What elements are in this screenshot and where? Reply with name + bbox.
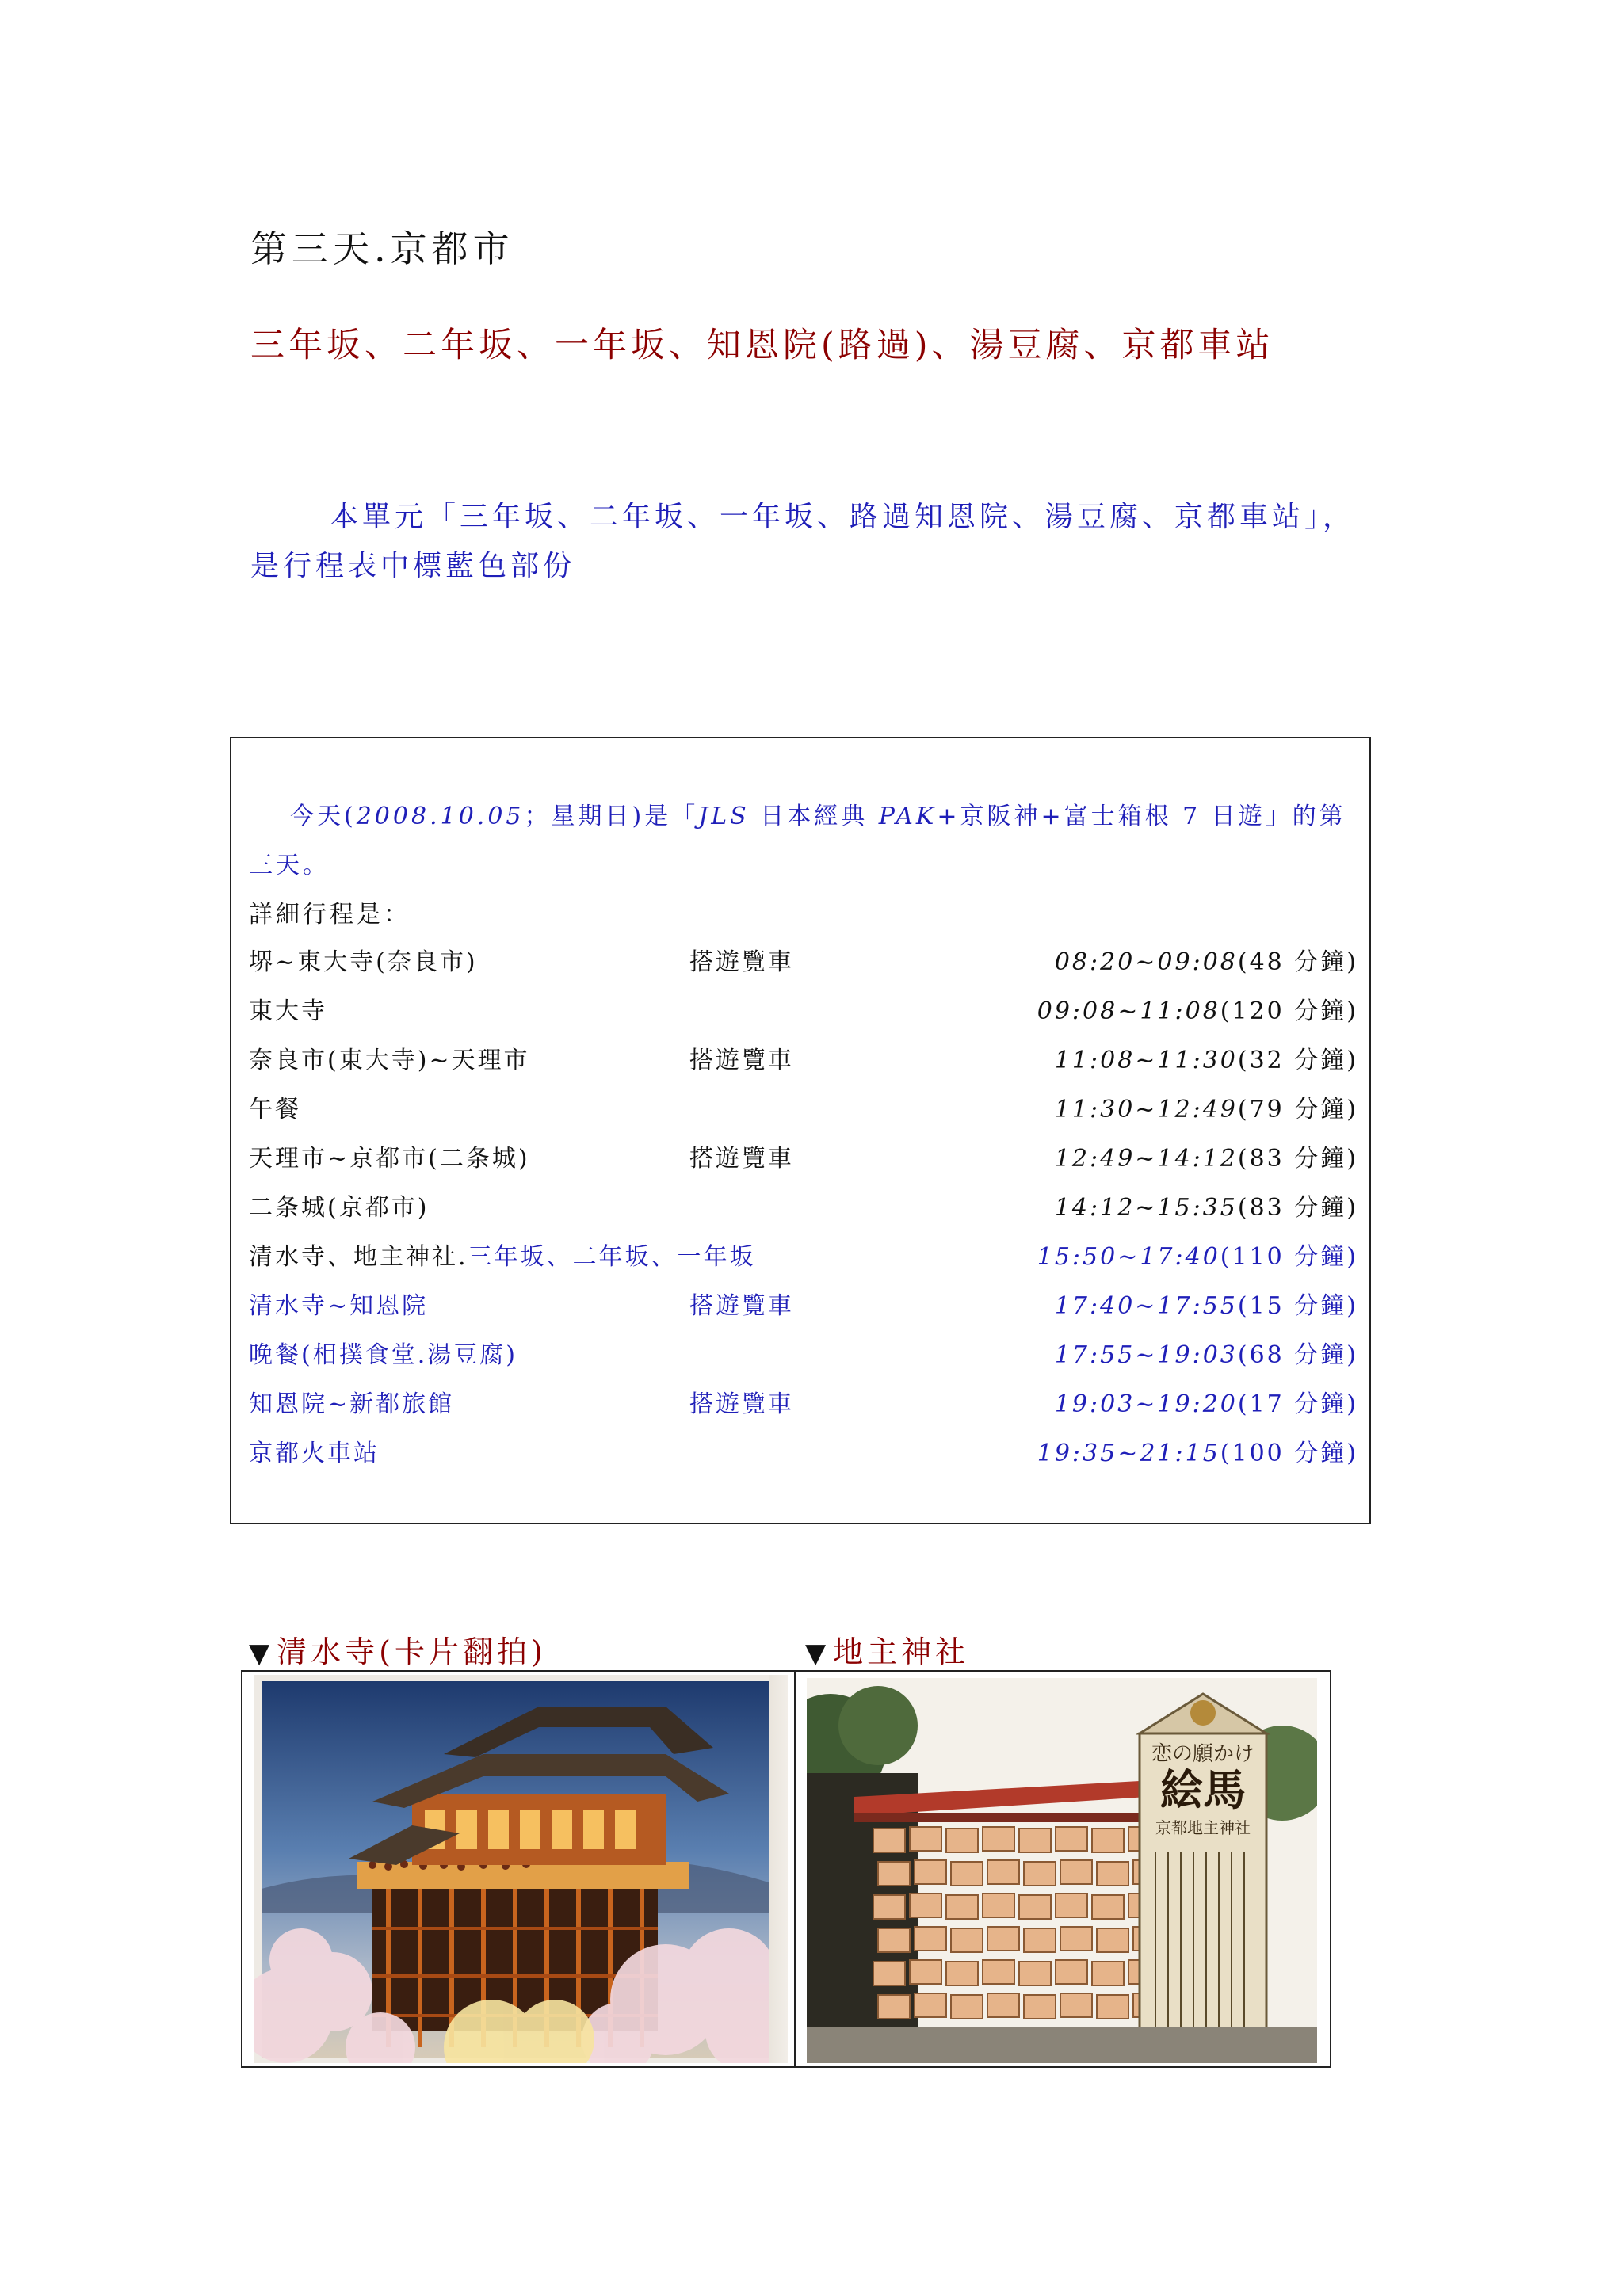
schedule-duration: (79 分鐘): [1237, 1096, 1358, 1123]
photo-caption-text: 地主神社: [833, 1634, 970, 1669]
schedule-row: [249, 1380, 1358, 1429]
photo-caption-text: 清水寺(卡片翻拍): [277, 1634, 547, 1669]
schedule-intro-line2: 詳細行程是：: [249, 901, 411, 929]
schedule-place: 東大寺: [249, 997, 327, 1025]
photo-table: [241, 1670, 1331, 2068]
down-triangle-icon: ▼: [805, 1638, 831, 1669]
schedule-duration: (68 分鐘): [1237, 1341, 1358, 1369]
schedule-place-highlight: 三年坂、二年坂、一年坂: [468, 1243, 756, 1271]
schedule-intro-tour-a: 日本經典: [749, 803, 879, 830]
schedule-intro-date: 2008.10.05: [356, 803, 525, 830]
schedule-duration: (83 分鐘): [1237, 1145, 1358, 1173]
photo-divider: [794, 1672, 796, 2066]
schedule-time: [1055, 1380, 1358, 1429]
schedule-row: [249, 1085, 1358, 1135]
schedule-time-range: 09:08~11:08: [1037, 997, 1220, 1025]
schedule-row: [249, 938, 1358, 987]
schedule-time-range: 17:55~19:03: [1054, 1341, 1238, 1369]
schedule-transport: 搭遊覽車: [689, 1145, 794, 1173]
schedule-place: 堺~東大寺(奈良市): [249, 948, 478, 976]
jishu-shrine-photo: [807, 1678, 1317, 2063]
schedule-duration: (83 分鐘): [1237, 1194, 1358, 1222]
schedule-place: 知恩院~新都旅館: [249, 1390, 455, 1418]
schedule-row: [249, 1184, 1358, 1233]
photo-caption-kiyomizu: [249, 1627, 547, 1671]
photo-caption-jishu: [805, 1627, 969, 1671]
sign-top-text: 恋の願かけ: [1151, 1742, 1255, 1766]
schedule-time: [1055, 938, 1358, 987]
schedule-duration: (100 分鐘): [1220, 1440, 1358, 1467]
schedule-row: [249, 1135, 1358, 1184]
schedule-row: [249, 1233, 1358, 1282]
schedule-intro-tour-code: JLS: [698, 803, 750, 830]
schedule-duration: (48 分鐘): [1237, 948, 1358, 976]
schedule-place-plain: 清水寺、地主神社.: [249, 1243, 468, 1271]
schedule-duration: (32 分鐘): [1237, 1047, 1358, 1074]
schedule-intro-mid: ；星期日)是「: [524, 803, 699, 830]
sign-sub-text: 京都地主神社: [1155, 1818, 1251, 1837]
intro-paragraph: 本單元「三年坂、二年坂、一年坂、路過知恩院、湯豆腐、京都車站」，是行程表中標藍色部份: [250, 501, 1356, 582]
schedule-transport: 搭遊覽車: [689, 1292, 794, 1320]
schedule-transport: 搭遊覽車: [689, 1390, 794, 1418]
schedule-place: 午餐: [249, 1096, 301, 1123]
schedule-duration: (110 分鐘): [1220, 1243, 1358, 1271]
schedule-time-range: 19:03~19:20: [1054, 1390, 1238, 1418]
schedule-time-range: 17:40~17:55: [1054, 1292, 1238, 1320]
jishu-shrine-image: [807, 1678, 1317, 2063]
schedule-time: [1055, 1085, 1358, 1135]
schedule-time: [1055, 1135, 1358, 1184]
schedule-intro: [249, 792, 1358, 940]
schedule-row: [249, 1331, 1358, 1380]
schedule-row: [249, 1036, 1358, 1085]
schedule-place: 京都火車站: [249, 1440, 380, 1467]
schedule-intro-tour-b: +京阪神+富士箱根 7 日遊」的第三天。: [249, 803, 1346, 879]
page-title: 第三天.京都市: [250, 227, 514, 270]
schedule-list: [249, 938, 1358, 1478]
schedule-time-range: 19:35~21:15: [1037, 1440, 1220, 1467]
schedule-time-range: 11:30~12:49: [1054, 1096, 1238, 1123]
schedule-time-range: 12:49~14:12: [1054, 1145, 1238, 1173]
kiyomizu-temple-image: [254, 1675, 788, 2063]
schedule-time: [1055, 1184, 1358, 1233]
down-triangle-icon: ▼: [249, 1638, 274, 1669]
schedule-transport: 搭遊覽車: [689, 1047, 794, 1074]
sign-main-text: 絵馬: [1160, 1764, 1246, 1815]
schedule-time: [1055, 1282, 1358, 1331]
schedule-row: [249, 1429, 1358, 1478]
schedule-place: 清水寺~知恩院: [249, 1292, 429, 1320]
schedule-time: [1037, 987, 1358, 1036]
schedule-place: 奈良市(東大寺)~天理市: [249, 1047, 530, 1074]
schedule-time-range: 15:50~17:40: [1037, 1243, 1220, 1271]
schedule-row: [249, 987, 1358, 1036]
schedule-time-range: 08:20~09:08: [1054, 948, 1238, 976]
schedule-time-range: 11:08~11:30: [1054, 1047, 1238, 1074]
schedule-intro-tour-pak: PAK: [878, 803, 938, 830]
page-subtitle: 三年坂、二年坂、一年坂、知恩院(路過)、湯豆腐、京都車站: [250, 326, 1274, 365]
schedule-time: [1037, 1233, 1358, 1282]
schedule-row: [249, 1282, 1358, 1331]
schedule-intro-prefix: 今天(: [290, 803, 357, 830]
schedule-time: [1037, 1429, 1358, 1478]
schedule-time-range: 14:12~15:35: [1054, 1194, 1238, 1222]
schedule-place: 二条城(京都市): [249, 1194, 430, 1222]
schedule-duration: (120 分鐘): [1220, 997, 1358, 1025]
schedule-box: [230, 737, 1371, 1524]
schedule-duration: (15 分鐘): [1237, 1292, 1358, 1320]
schedule-time: [1055, 1331, 1358, 1380]
schedule-place: 晚餐(相撲食堂.湯豆腐): [249, 1341, 517, 1369]
kiyomizu-temple-photo: [254, 1675, 788, 2063]
schedule-place: 天理市~京都市(二条城): [249, 1145, 530, 1173]
schedule-transport: 搭遊覽車: [689, 948, 794, 976]
schedule-duration: (17 分鐘): [1237, 1390, 1358, 1418]
schedule-place: [249, 1233, 756, 1282]
schedule-time: [1055, 1036, 1358, 1085]
